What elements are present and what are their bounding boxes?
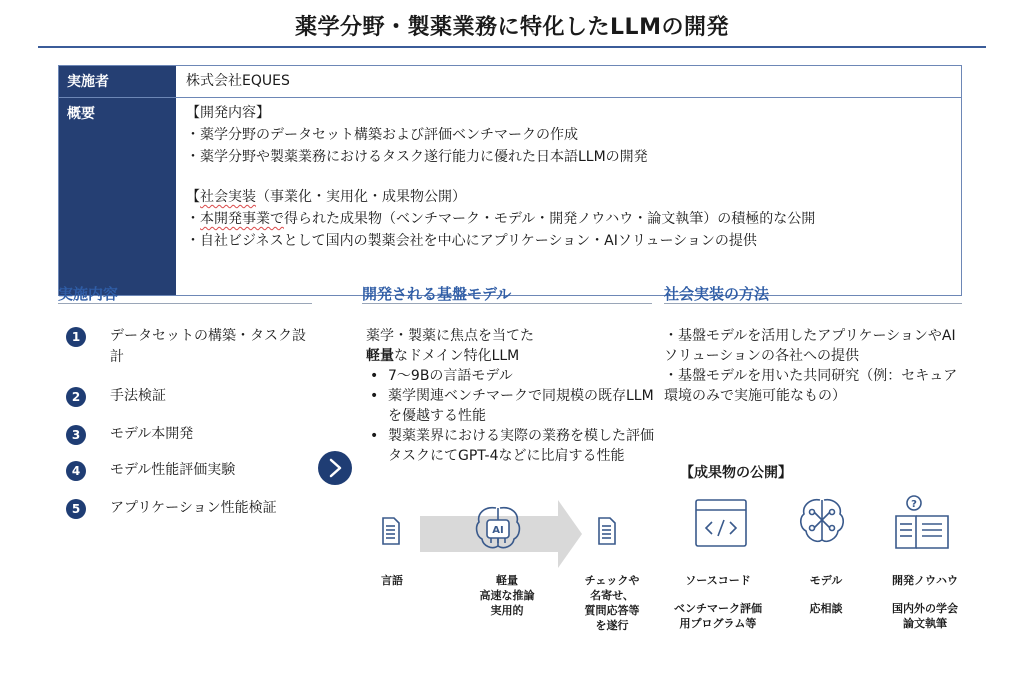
- step-list: [66, 326, 316, 519]
- dev-item: ・薬学分野のデータセット構築および評価ベンチマークの作成: [186, 127, 578, 143]
- flow-label-input: 言語: [381, 574, 403, 587]
- title-divider: [38, 46, 986, 48]
- social-method: [664, 326, 964, 406]
- overview-label: 概要: [59, 98, 176, 295]
- section-divider: [362, 303, 652, 304]
- model-description: [366, 326, 656, 466]
- model-bullets: [366, 366, 656, 466]
- model-bullet: • 製薬業界における実際の業務を模した評価タスクにてGPT-4などに比肩する性能: [366, 426, 656, 466]
- step-text: データセットの構築・タスク設計: [110, 328, 306, 365]
- section-heading-implementation: 実施内容: [58, 285, 119, 303]
- social-item: ・自社ビジネスとして国内の製薬会社を中心にアプリケーション・AIソリューションの提供: [186, 233, 757, 249]
- chevron-right-icon: [318, 451, 352, 485]
- social-method-item: ・基盤モデルを用いた共同研究（例：セキュア環境のみで実施可能なもの）: [664, 368, 958, 404]
- section-divider: [58, 303, 312, 304]
- step-item: [66, 424, 316, 460]
- step-number: 3: [66, 425, 86, 445]
- code-window-icon: [696, 500, 746, 546]
- step-text: アプリケーション性能検証: [110, 500, 277, 516]
- step-text: モデル本開発: [110, 426, 194, 442]
- step-number: 4: [66, 461, 86, 481]
- implementer-row: [59, 66, 961, 97]
- neural-network-icon: [801, 500, 843, 542]
- ai-chip-label: AI: [492, 525, 504, 536]
- social-heading: 【社会実装（事業化・実用化・成果物公開）: [186, 189, 466, 205]
- implementer-label: 実施者: [59, 66, 176, 97]
- step-text: 手法検証: [110, 388, 166, 404]
- document-icon: [383, 518, 399, 544]
- svg-text:?: ?: [911, 499, 917, 510]
- step-number: 5: [66, 499, 86, 519]
- publication-icons: [690, 494, 960, 556]
- overview-body: [176, 98, 961, 295]
- pub-sub-code: ベンチマーク評価 用プログラム等: [674, 602, 762, 630]
- pub-sub-knowhow: 国内外の学会 論文執筆: [892, 602, 958, 630]
- step-item: [66, 498, 316, 519]
- info-table: [58, 65, 962, 296]
- step-item: [66, 326, 316, 386]
- page-title: 薬学分野・製薬業務に特化したLLMの開発: [295, 15, 729, 40]
- model-line: 軽量なドメイン特化LLM: [366, 348, 520, 364]
- step-item: [66, 386, 316, 424]
- dev-heading: 【開発内容】: [186, 105, 270, 121]
- overview-row: [59, 97, 961, 295]
- document-icon: [599, 518, 615, 544]
- model-bullet: • 薬学関連ベンチマークで同規模の既存LLMを優越する性能: [366, 386, 656, 426]
- publication-heading: 【成果物の公開】: [680, 465, 792, 481]
- section-heading-social: 社会実装の方法: [664, 285, 770, 303]
- step-text: モデル性能評価実験: [110, 462, 236, 478]
- model-line: 薬学・製薬に焦点を当てた: [366, 328, 534, 344]
- dev-item: ・薬学分野や製薬業務におけるタスク遂行能力に優れた日本語LLMの開発: [186, 149, 648, 165]
- flow-label-output: チェックや 名寄せ、 質問応答等 を遂行: [584, 574, 640, 632]
- model-flow-diagram: [370, 496, 660, 572]
- section-divider: [664, 303, 962, 304]
- step-number: 2: [66, 387, 86, 407]
- book-idea-icon: [896, 496, 948, 548]
- step-item: [66, 460, 316, 498]
- social-item: ・本開発事業で得られた成果物（ベンチマーク・モデル・開発ノウハウ・論文執筆）の積極的な公開: [186, 211, 816, 227]
- pub-label-knowhow: 開発ノウハウ: [892, 574, 958, 587]
- model-bullet: • 7〜9Bの言語モデル: [366, 366, 656, 386]
- section-heading-model: 開発される基盤モデル: [362, 285, 512, 303]
- step-number: 1: [66, 327, 86, 347]
- implementer-value: 株式会社EQUES: [186, 73, 290, 89]
- pub-label-code: ソースコード: [685, 574, 751, 587]
- social-method-item: ・基盤モデルを活用したアプリケーションやAIソリューションの各社への提供: [664, 328, 956, 364]
- flow-label-model: 軽量 高速な推論 実用的: [479, 574, 535, 617]
- pub-label-model: モデル: [809, 574, 843, 587]
- pub-sub-model: 応相談: [809, 602, 843, 615]
